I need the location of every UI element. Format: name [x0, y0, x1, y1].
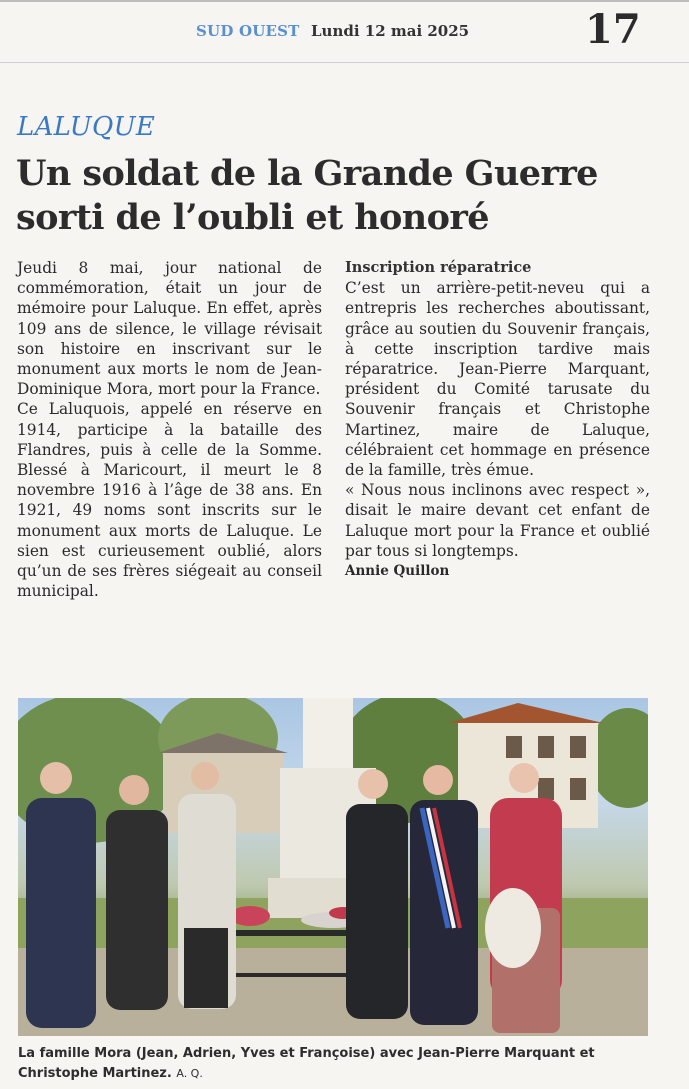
- person-francoise: [485, 763, 562, 1033]
- issue-date: Lundi 12 mai 2025: [311, 22, 470, 40]
- header-divider: [0, 62, 689, 63]
- person-christophe-martinez: [410, 765, 478, 1025]
- person-jean: [26, 762, 96, 1028]
- headline-line-2: sorti de l’oubli et honoré: [16, 197, 489, 238]
- author-byline: Annie Quillon: [345, 563, 450, 580]
- paragraph: « Nous nous inclinons avec respect », disait le maire devant cet enfant de Laluque mort pour la France et oublié par tous si longtemps.: [345, 481, 650, 560]
- caption-text: La famille Mora (Jean, Adrien, Yves et Françoise) avec Jean-Pierre Marquant et Christophe Martinez.: [18, 1046, 595, 1081]
- article-column-left: [17, 258, 322, 601]
- subheading: Inscription réparatrice: [345, 259, 532, 276]
- section-label: LALUQUE: [17, 112, 156, 142]
- page-number: 17: [585, 6, 641, 53]
- headline-line-1: Un soldat de la Grande Guerre: [16, 153, 598, 194]
- article-photo: [18, 698, 648, 1036]
- page-header: [0, 0, 689, 62]
- paragraph: Ce Laluquois, appelé en réserve en 1914, participe à la bataille des Flandres, puis à celle de la Somme. Blessé à Maricourt, il meurt le 8 novembre 1916 à l’âge de 38 ans. En 1921, 49 noms sont inscrits sur le monument aux morts de Laluque. Le sien est curieusement oublié, alors qu’un de ses frères siégeait au conseil municipal.: [17, 400, 322, 601]
- person-yves: [178, 762, 236, 1009]
- person-jean-pierre-marquant: [346, 769, 408, 1019]
- paragraph: C’est un arrière-petit-neveu qui a entrepris les recherches aboutissant, grâce au soutien du Souvenir français, à cette inscription tardive mais réparatrice. Jean-Pierre Marquant, président du Comité tarusate du Souvenir français et Christophe Martinez, maire de Laluque, célébraient cet hommage en présence de la famille, très émue.: [345, 279, 650, 480]
- headline: [16, 152, 676, 240]
- article-column-right: [345, 258, 650, 581]
- photo-caption: [18, 1044, 658, 1084]
- photo-credit: A. Q.: [176, 1067, 203, 1080]
- publication-name: SUD OUEST: [196, 22, 300, 40]
- paragraph: Jeudi 8 mai, jour national de commémoration, était un jour de mémoire pour Laluque. En effet, après 109 ans de silence, le village révisait son histoire en inscrivant sur le monument aux morts le nom de Jean-Dominique Mora, mort pour la France.: [17, 259, 322, 399]
- photo-illustration: [18, 698, 648, 1036]
